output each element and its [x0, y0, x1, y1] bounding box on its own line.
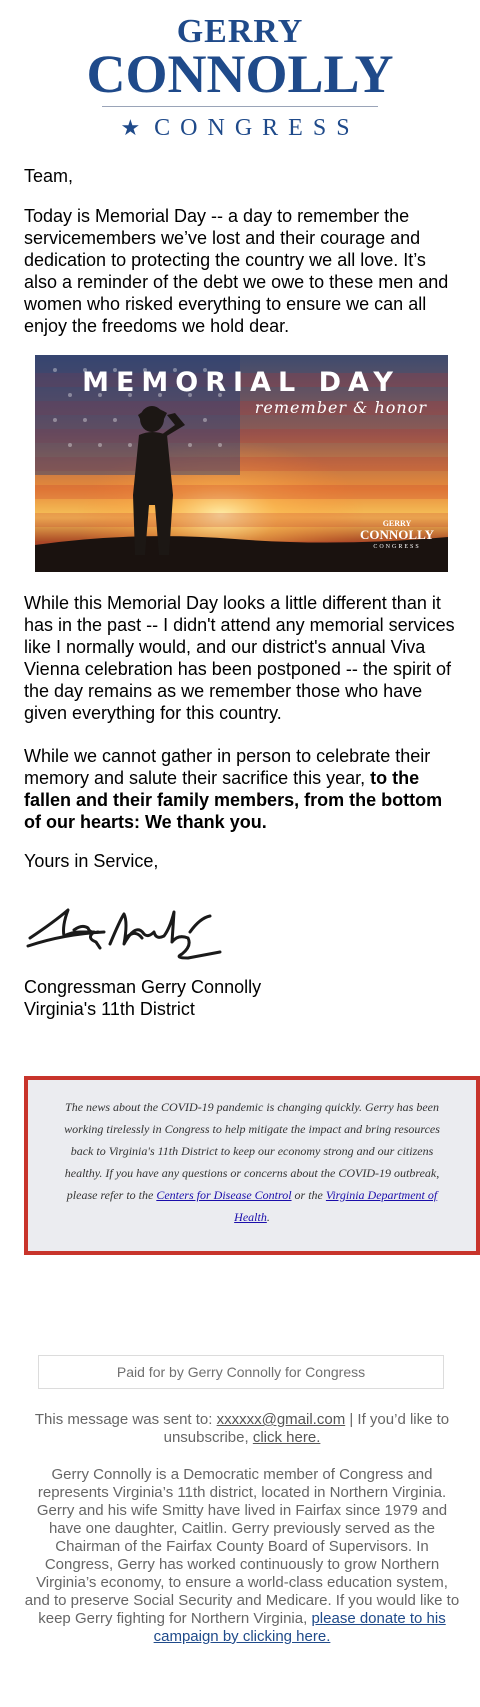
virginia-health-link[interactable]: Virginia Department of Health: [234, 1188, 438, 1224]
footer-bio: [24, 1466, 460, 1646]
banner-subtitle: remember & honor: [254, 398, 427, 417]
thank-you-text: While we cannot gather in person to celebrate their memory and salute their sacrifice this year,: [24, 746, 431, 788]
banner-image: [35, 355, 448, 572]
star-icon: ★: [120, 115, 141, 140]
closing-line: Yours in Service,: [24, 851, 159, 871]
banner-logo-line1: GERRY: [382, 519, 412, 528]
covid-end-period: .: [266, 1210, 270, 1224]
donate-link[interactable]: please donate to his campaign by clicking here.: [153, 1610, 446, 1645]
paragraph-different-year: While this Memorial Day looks a little different than it has in the past -- I didn't attend any memorial services like I normally would, and our district's annual Viva Vienna celebration has been postponed -- the spirit of the day remains as we remember those who have given everything for this country.: [24, 593, 455, 723]
signature-image: [24, 902, 224, 962]
covid-notice-main: The news about the COVID-19 pandemic is changing quickly. Gerry has been working tirelessly in Congress to help mitigate the impact and bring resources back to Virginia's 11th District to keep our economy strong and our citizens healthy. If you have any questions or concerns about the COVID-19 outbreak, please refer to the: [64, 1100, 440, 1202]
greeting: Team,: [24, 166, 74, 186]
thank-you-bold-text: to the fallen and their family members, from the bottom of our hearts: We thank you.: [24, 768, 443, 832]
covid-connector: or the: [294, 1188, 323, 1202]
signature-graphic: [24, 902, 224, 962]
logo-last-name: CONNOLLY: [86, 44, 394, 104]
logo-congress-text: CONGRESS: [154, 115, 360, 141]
bio-text: Gerry Connolly is a Democratic member of Congress and represents Virginia’s 11th district, located in Northern Virginia. Gerry and his wife Smitty have lived in Fairfax since 1979 and have one daughter, Caitlin. Gerry previously served as the Chairman of the Fairfax County Board of Supervisors. In Congress, Gerry has worked continuously to grow Northern Virginia’s economy, to ensure a world-class education system, and to preserve Social Security and Medicare. If you would like to keep Gerry fighting for Northern Virginia,: [24, 1466, 460, 1627]
unsubscribe-link[interactable]: click here.: [252, 1429, 321, 1446]
banner-logo-line3: CONGRESS: [373, 544, 421, 550]
sent-to-label: This message was sent to:: [34, 1411, 213, 1428]
paid-for-disclaimer: Paid for by Gerry Connolly for Congress: [38, 1355, 444, 1389]
campaign-logo: [0, 13, 480, 141]
recipient-email-link[interactable]: xxxxxx@gmail.com: [216, 1411, 346, 1428]
logo-divider: [102, 106, 378, 107]
footer-unsubscribe: [24, 1411, 460, 1447]
covid-notice-text: [58, 1096, 446, 1228]
logo-first-name: GERRY: [176, 13, 304, 50]
paragraph-intro: Today is Memorial Day -- a day to remember the servicemembers we’ve lost and their courage and dedication to protecting the country we all love. It’s also a reminder of the debt we owe to these men and women who risked everything to ensure we can all enjoy the freedoms we hold dear.: [24, 206, 449, 336]
banner-title: MEMORIAL DAY: [82, 367, 400, 398]
cdc-link[interactable]: Centers for Disease Control: [156, 1188, 292, 1202]
signer-name: Congressman Gerry Connolly: [24, 977, 262, 997]
memorial-day-banner: [35, 355, 448, 572]
logo-congress-line: [0, 115, 480, 141]
paragraph-thank-you: [24, 745, 460, 833]
banner-logo-line2: CONNOLLY: [360, 527, 434, 542]
unsubscribe-text: | If you’d like to unsubscribe,: [163, 1411, 450, 1446]
signer-district: Virginia's 11th District: [24, 999, 195, 1019]
covid-notice-box: [24, 1076, 480, 1255]
